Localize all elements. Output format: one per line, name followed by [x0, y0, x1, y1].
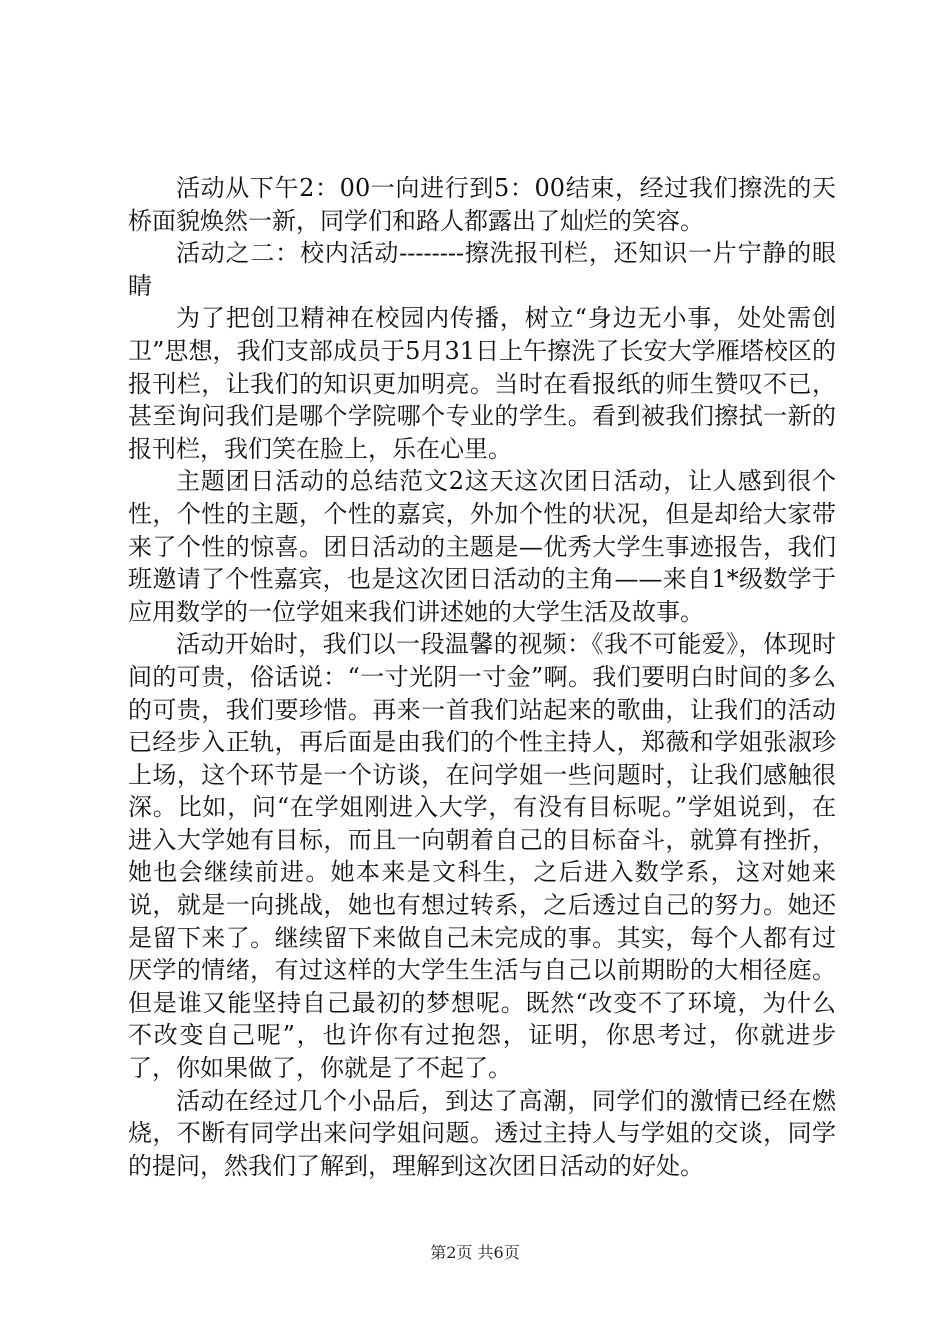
paragraph-1: 活动从下午2：00一向进行到5：00结束，经过我们擦洗的天桥面貌焕然一新，同学们和路人都露出了灿烂的笑容。 — [128, 174, 836, 235]
paragraph-4: 主题团日活动的总结范文2这天这次团日活动，让人感到很个性，个性的主题，个性的嘉宾，外加个性的状况，但是却给大家带来了个性的惊喜。团日活动的主题是—优秀大学生事迹报告，我们班邀请了个性嘉宾，也是这次团日活动的主角——来自1*级数学于应用数学的一位学姐来我们讲述她的大学生活及故事。 — [128, 467, 836, 626]
paragraph-5: 活动开始时，我们以一段温馨的视频：《我不可能爱》，体现时间的可贵，俗话说：“一寸光阴一寸金”啊。我们要明白时间的多么的可贵，我们要珍惜。再来一首我们站起来的歌曲，让我们的活动已经步入正轨，再后面是由我们的个性主持人，郑薇和学姐张淑珍上场，这个环节是一个访谈，在问学姐一些问题时，让我们感触很深。比如，问“在学姐刚进入大学，有没有目标呢。”学姐说到，在进入大学她有目标，而且一向朝着自己的目标奋斗，就算有挫折，她也会继续前进。她本来是文科生，之后进入数学系，这对她来说，就是一向挑战，她也有想过转系，之后透过自己的努力。她还是留下来了。继续留下来做自己未完成的事。其实，每个人都有过厌学的情绪，有过这样的大学生生活与自己以前期盼的大相径庭。但是谁又能坚持自己最初的梦想呢。既然“改变不了环境，为什么不改变自己呢”，也许你有过抱怨，证明，你思考过，你就进步了，你如果做了，你就是了不起了。 — [128, 630, 836, 1083]
paragraph-3: 为了把创卫精神在校园内传播，树立“身边无小事，处处需创卫”思想，我们支部成员于5月31日上午擦洗了长安大学雁塔校区的报刊栏，让我们的知识更加明亮。当时在看报纸的师生赞叹不已，甚至询问我们是哪个学院哪个专业的学生。看到被我们擦拭一新的报刊栏，我们笑在脸上，乐在心里。 — [128, 304, 836, 463]
page-footer: 第2页 共6页 — [430, 1243, 520, 1262]
paragraph-2: 活动之二：校内活动--------擦洗报刊栏，还知识一片宁静的眼睛 — [128, 239, 836, 300]
document-body — [128, 172, 836, 1182]
paragraph-6: 活动在经过几个小品后，到达了高潮，同学们的激情已经在燃烧，不断有同学出来问学姐问题。透过主持人与学姐的交谈，同学的提问，然我们了解到，理解到这次团日活动的好处。 — [128, 1086, 836, 1180]
